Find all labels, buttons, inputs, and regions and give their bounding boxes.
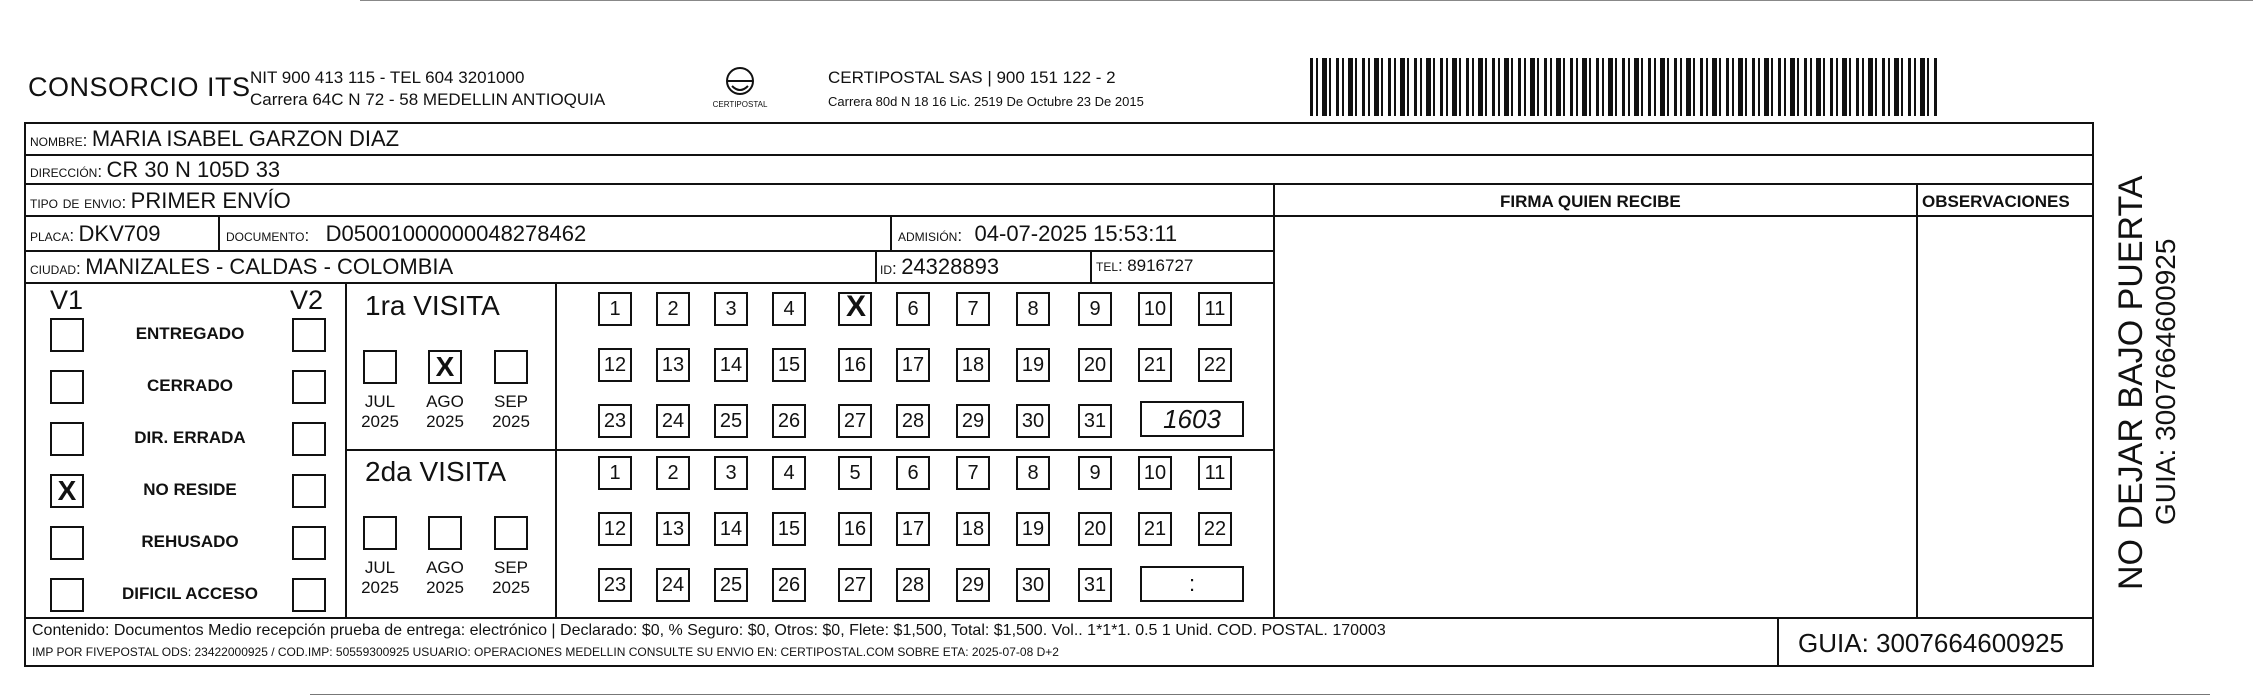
- visit1-day-17[interactable]: 17: [896, 348, 930, 382]
- status-rehusado: REHUSADO: [141, 532, 239, 551]
- visit2-day-4[interactable]: 4: [772, 456, 806, 490]
- plate-value: DKV709: [78, 221, 161, 246]
- v2-cerrado-box[interactable]: [292, 370, 326, 404]
- v1-cerrado-box[interactable]: [50, 370, 84, 404]
- footer-content: Contenido: Documentos Medio recepción prueba de entrega: electrónico | Declarado: $0, % Seguro: $0, Otros: $0, Flete: $1,500, Total: $1,500. Vol.. 1*1*1. 0.5 1 Unid. COD. POSTAL. 170003: [32, 622, 1386, 639]
- visit2-day-29[interactable]: 29: [956, 568, 990, 602]
- visit2-day-17[interactable]: 17: [896, 512, 930, 546]
- visit2-day-9[interactable]: 9: [1078, 456, 1112, 490]
- visit1-day-mark: X: [846, 290, 867, 323]
- tel-cell: [1096, 256, 1193, 276]
- id-label: id:: [880, 259, 897, 278]
- visit1-day-22[interactable]: 22: [1198, 348, 1232, 382]
- visit1-day-4[interactable]: 4: [772, 292, 806, 326]
- visit2-day-2[interactable]: 2: [656, 456, 690, 490]
- status-cerrado: CERRADO: [147, 376, 233, 395]
- footer-imp: IMP POR FIVEPOSTAL ODS: 23422000925 / COD.IMP: 50559300925 USUARIO: OPERACIONES MEDELLIN CONSULTE SU ENVIO EN: CERTIPOSTAL.COM SOBRE ETA: 2025-07-08 D+2: [32, 645, 1059, 659]
- status-dificil-acceso: DIFICIL ACCESO: [121, 584, 258, 603]
- col-tel: [1090, 252, 1092, 283]
- frame-left: [24, 122, 26, 667]
- side-warning: NO DEJAR BAJO PUERTA: [2112, 175, 2150, 590]
- footer-line: [24, 617, 2093, 619]
- barcode: [1310, 58, 1940, 116]
- visit2-day-28[interactable]: 28: [896, 568, 930, 602]
- v1-rehusado-box[interactable]: [50, 526, 84, 560]
- name-value: MARIA ISABEL GARZON DIAZ: [91, 126, 400, 151]
- city-value: MANIZALES - CALDAS - COLOMBIA: [85, 254, 454, 279]
- visit2-day-6[interactable]: 6: [896, 456, 930, 490]
- visit1-day-14[interactable]: 14: [714, 348, 748, 382]
- visit2-day-24[interactable]: 24: [656, 568, 690, 602]
- visit1-day-29[interactable]: 29: [956, 404, 990, 438]
- city-cell: [30, 254, 453, 280]
- visit1-day-31[interactable]: 31: [1078, 404, 1112, 438]
- visit2-day-12[interactable]: 12: [598, 512, 632, 546]
- visit2-day-18[interactable]: 18: [956, 512, 990, 546]
- visit1-day-5[interactable]: [838, 292, 872, 326]
- firma-label: FIRMA QUIEN RECIBE: [1500, 192, 1681, 211]
- visit2-title: 2da VISITA: [365, 456, 507, 487]
- visit1-day-28[interactable]: 28: [896, 404, 930, 438]
- visit2-jul-box[interactable]: [363, 516, 397, 550]
- side-guia: GUIA: 3007664600925: [2150, 238, 2181, 525]
- visit1-day-11[interactable]: 11: [1198, 292, 1232, 326]
- visit1-jul-box[interactable]: [363, 350, 397, 384]
- visit2-month-ago: AGO 2025: [426, 558, 464, 597]
- frame-bottom: [24, 665, 2094, 667]
- footer-guia: GUIA: 3007664600925: [1798, 628, 2064, 658]
- v1-entregado-box[interactable]: [50, 318, 84, 352]
- company-name: CONSORCIO ITS: [28, 72, 251, 102]
- obs-label: OBSERVACIONES: [1922, 192, 2070, 211]
- visit1-title: 1ra VISITA: [365, 290, 500, 321]
- visit2-day-1[interactable]: 1: [598, 456, 632, 490]
- v1-label: V1: [50, 285, 84, 315]
- row-line-1: [24, 154, 2093, 156]
- visit2-month-sep: SEP 2025: [492, 558, 530, 597]
- v2-entregado-box[interactable]: [292, 318, 326, 352]
- certipostal-logo: [712, 64, 768, 116]
- city-label: ciudad:: [30, 259, 81, 278]
- status-no-reside: NO RESIDE: [143, 480, 237, 499]
- bottom-edge: [310, 694, 2210, 695]
- carrier-name: CERTIPOSTAL SAS | 900 151 122 - 2: [828, 68, 1116, 87]
- visit1-day-8[interactable]: 8: [1016, 292, 1050, 326]
- visit1-day-23[interactable]: 23: [598, 404, 632, 438]
- visit2-day-14[interactable]: 14: [714, 512, 748, 546]
- row-line-5: [24, 282, 1274, 284]
- type-row: [30, 188, 291, 214]
- row-line-3: [24, 215, 2093, 217]
- frame-top: [24, 122, 2093, 124]
- id-cell: [880, 254, 999, 280]
- visit1-time[interactable]: 1603: [1140, 401, 1244, 437]
- visit2-day-7[interactable]: 7: [956, 456, 990, 490]
- visit2-day-31[interactable]: 31: [1078, 568, 1112, 602]
- visit2-day-26[interactable]: 26: [772, 568, 806, 602]
- visit2-day-15[interactable]: 15: [772, 512, 806, 546]
- visit2-day-16[interactable]: 16: [838, 512, 872, 546]
- visit2-day-10[interactable]: 10: [1138, 456, 1172, 490]
- v1-no-reside-box[interactable]: X: [50, 474, 84, 508]
- visit1-day-30[interactable]: 30: [1016, 404, 1050, 438]
- admission-label: admisión:: [898, 226, 963, 245]
- visit1-month-ago: AGO 2025: [426, 392, 464, 431]
- v2-no-reside-box[interactable]: [292, 474, 326, 508]
- visit1-day-1[interactable]: 1: [598, 292, 632, 326]
- tel-value: 8916727: [1127, 256, 1194, 275]
- v2-label: V2: [290, 285, 324, 315]
- plate-label: placa:: [30, 226, 75, 245]
- visit1-day-21[interactable]: 21: [1138, 348, 1172, 382]
- status-dir-errada: DIR. ERRADA: [134, 428, 246, 447]
- frame-right: [2092, 122, 2094, 667]
- admission-value: 04-07-2025 15:53:11: [974, 221, 1178, 246]
- id-value: 24328893: [901, 254, 1000, 279]
- tel-label: tel:: [1096, 256, 1123, 275]
- visit2-day-8[interactable]: 8: [1016, 456, 1050, 490]
- visit1-month-jul: JUL 2025: [361, 392, 399, 431]
- visit1-day-25[interactable]: 25: [714, 404, 748, 438]
- status-entregado: ENTREGADO: [135, 324, 245, 343]
- visit2-day-23[interactable]: 23: [598, 568, 632, 602]
- visit1-day-9[interactable]: 9: [1078, 292, 1112, 326]
- visit2-day-21[interactable]: 21: [1138, 512, 1172, 546]
- type-value: PRIMER ENVÍO: [130, 188, 291, 213]
- visit-divider: [347, 449, 1274, 451]
- col-plate: [218, 217, 220, 251]
- doc-value: D05001000000048278462: [325, 221, 587, 246]
- visit1-day-18[interactable]: 18: [956, 348, 990, 382]
- visit1-sep-box[interactable]: [494, 350, 528, 384]
- visit1-day-10[interactable]: 10: [1138, 292, 1172, 326]
- visit1-day-3[interactable]: 3: [714, 292, 748, 326]
- v1-dificil-box[interactable]: [50, 578, 84, 612]
- col-id: [875, 252, 877, 283]
- visit1-ago-box[interactable]: X: [428, 350, 462, 384]
- visit1-day-6[interactable]: 6: [896, 292, 930, 326]
- visit1-day-24[interactable]: 24: [656, 404, 690, 438]
- visit2-month-jul: JUL 2025: [361, 558, 399, 597]
- top-edge: [360, 0, 2253, 1]
- doc-label: documento:: [226, 226, 310, 245]
- admission-cell: [898, 221, 1177, 247]
- v2-dir-errada-box[interactable]: [292, 422, 326, 456]
- visit2-day-27[interactable]: 27: [838, 568, 872, 602]
- col-obs-left: [1916, 185, 1918, 618]
- visit2-time[interactable]: :: [1140, 566, 1244, 602]
- visit2-day-22[interactable]: 22: [1198, 512, 1232, 546]
- visit1-day-27[interactable]: 27: [838, 404, 872, 438]
- v2-dificil-box[interactable]: [292, 578, 326, 612]
- name-label: nombre:: [30, 131, 88, 150]
- visit1-day-7[interactable]: 7: [956, 292, 990, 326]
- visit2-day-3[interactable]: 3: [714, 456, 748, 490]
- visit2-day-30[interactable]: 30: [1016, 568, 1050, 602]
- visit1-day-15[interactable]: 15: [772, 348, 806, 382]
- visit2-day-20[interactable]: 20: [1078, 512, 1112, 546]
- visit2-day-11[interactable]: 11: [1198, 456, 1232, 490]
- v2-rehusado-box[interactable]: [292, 526, 326, 560]
- visit2-sep-box[interactable]: [494, 516, 528, 550]
- type-label: tipo de envio:: [30, 193, 127, 212]
- plate-cell: [30, 221, 160, 247]
- v1-dir-errada-box[interactable]: [50, 422, 84, 456]
- visit2-day-25[interactable]: 25: [714, 568, 748, 602]
- visit1-day-12[interactable]: 12: [598, 348, 632, 382]
- row-line-4: [24, 250, 1274, 252]
- name-row: [30, 126, 399, 152]
- visit1-day-26[interactable]: 26: [772, 404, 806, 438]
- company-nit: NIT 900 413 115 - TEL 604 3201000: [250, 68, 525, 87]
- carrier-address: Carrera 80d N 18 16 Lic. 2519 De Octubre 23 De 2015: [828, 94, 1144, 109]
- address-label: dirección:: [30, 162, 103, 181]
- address-value: CR 30 N 105D 33: [106, 157, 281, 182]
- doc-cell: [226, 221, 586, 247]
- logo-text: CERTIPOSTAL: [712, 100, 768, 109]
- visit1-day-19[interactable]: 19: [1016, 348, 1050, 382]
- row-line-2: [24, 183, 2093, 185]
- company-address: Carrera 64C N 72 - 58 MEDELLIN ANTIOQUIA: [250, 90, 606, 109]
- address-row: [30, 157, 280, 183]
- visit2-day-19[interactable]: 19: [1016, 512, 1050, 546]
- visit1-day-13[interactable]: 13: [656, 348, 690, 382]
- visit1-day-2[interactable]: 2: [656, 292, 690, 326]
- visit1-month-sep: SEP 2025: [492, 392, 530, 431]
- visit2-ago-box[interactable]: [428, 516, 462, 550]
- col-sign-left: [1273, 185, 1275, 618]
- col-admission: [890, 217, 892, 251]
- visit2-day-13[interactable]: 13: [656, 512, 690, 546]
- visit1-day-20[interactable]: 20: [1078, 348, 1112, 382]
- col-footer-guia: [1777, 617, 1779, 666]
- visit2-day-5[interactable]: 5: [838, 456, 872, 490]
- visit1-day-16[interactable]: 16: [838, 348, 872, 382]
